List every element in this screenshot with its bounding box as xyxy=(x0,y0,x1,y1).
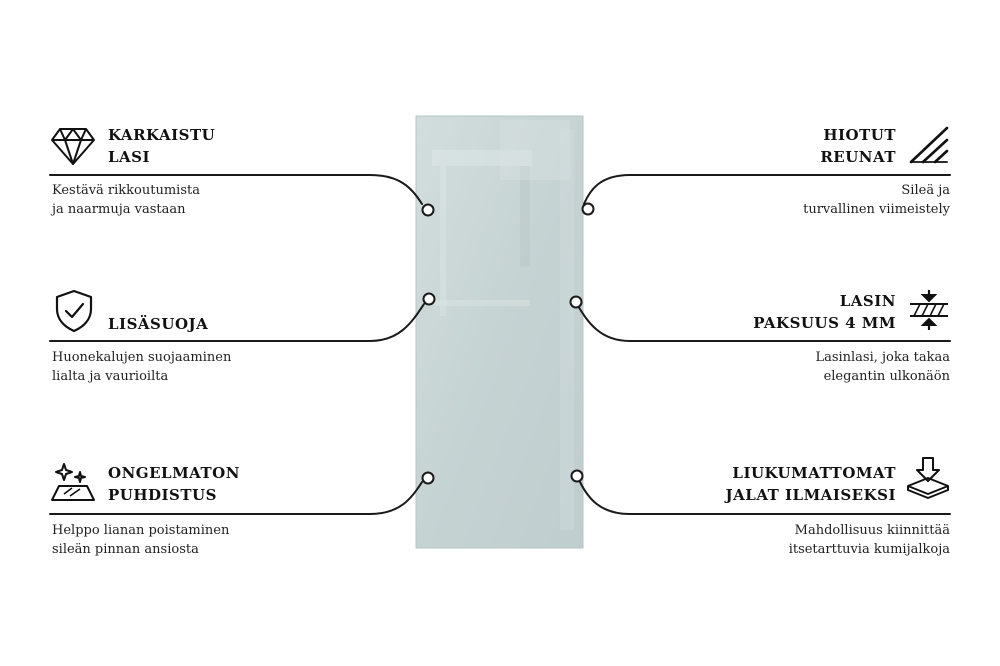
anti-slip-feet-icon xyxy=(904,456,952,502)
glass-panel xyxy=(416,116,583,548)
feature-title-glass-thickness: LASIN PAKSUUS 4 MM xyxy=(753,292,896,332)
diamond-icon xyxy=(50,126,96,166)
feature-desc-polished-edges: Sileä ja turvallinen viimeistely xyxy=(803,183,950,217)
connector-dot-right-1 xyxy=(583,204,594,215)
feature-desc-tempered-glass: Kestävä rikkoutumista ja naarmuja vastaan xyxy=(52,183,200,217)
feature-desc-anti-slip-feet: Mahdollisuus kiinnittää itsetarttuvia kumijalkoja xyxy=(788,523,950,557)
feature-desc-easy-cleaning: Helppo lianan poistaminen sileän pinnan ansiosta xyxy=(52,523,230,557)
connector-dot-right-2 xyxy=(571,297,582,308)
feature-title-polished-edges: HIOTUT REUNAT xyxy=(820,126,896,166)
connector-dot-left-2 xyxy=(424,294,435,305)
connector-dot-right-3 xyxy=(572,471,583,482)
connector-dot-left-1 xyxy=(423,205,434,216)
thickness-icon xyxy=(906,288,952,332)
feature-title-tempered-glass: KARKAISTU LASI xyxy=(108,126,216,166)
feature-title-easy-cleaning: ONGELMATON PUHDISTUS xyxy=(108,464,240,504)
feature-title-extra-protection: LISÄSUOJA xyxy=(108,315,209,333)
sparkle-surface-icon xyxy=(50,462,96,502)
feature-title-anti-slip-feet: LIUKUMATTOMAT JALAT ILMAISEKSI xyxy=(725,464,896,504)
feature-desc-extra-protection: Huonekalujen suojaaminen lialta ja vaurioilta xyxy=(52,350,232,384)
shield-check-icon xyxy=(54,289,94,333)
polished-edge-icon xyxy=(907,124,951,166)
connector-line-left-2 xyxy=(50,304,424,341)
feature-desc-glass-thickness: Lasinlasi, joka takaa elegantin ulkonäön xyxy=(815,350,950,384)
connector-dot-left-3 xyxy=(423,473,434,484)
